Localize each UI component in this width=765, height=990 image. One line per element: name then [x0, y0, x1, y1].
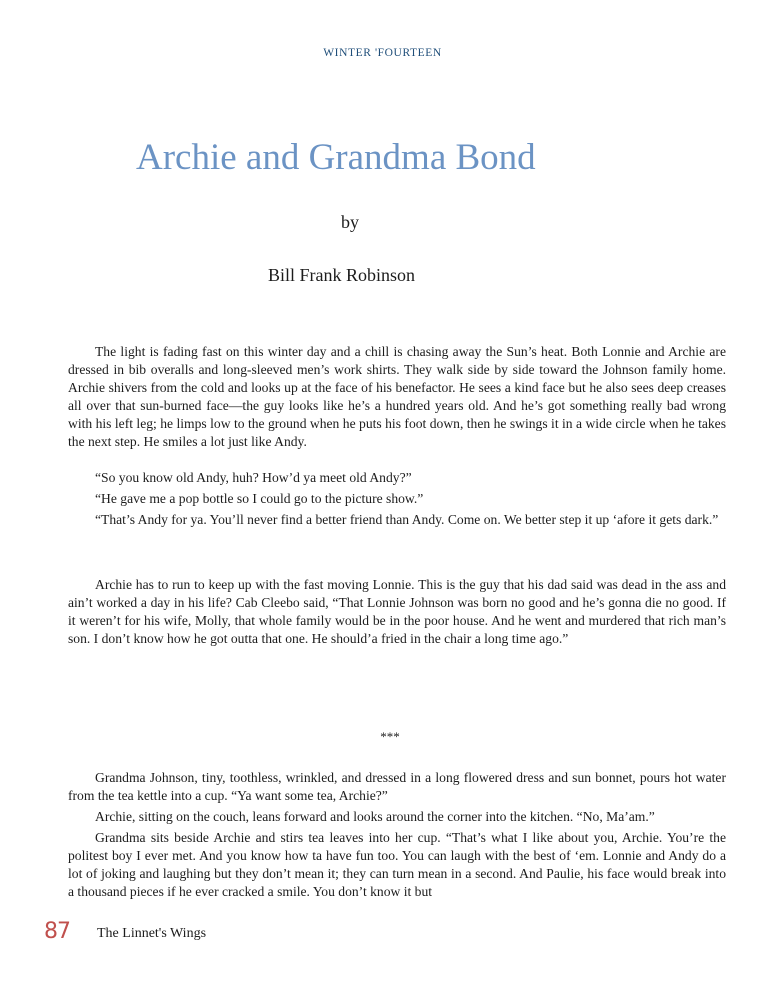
paragraph: The light is fading fast on this winter day and a chill is chasing away the Sun’s heat. Both Lonnie and Archie are dressed in bib overalls and long-sleeved men’s work shirts. They walk side by side toward the Johnson family home. Archie shivers from the cold and looks up at the face of his benefactor. He sees a kind face but he also sees deep creases all over that sun-burned face—the guy looks like he’s a hundred years old. And he’s got something really bad wrong with his left leg; he limps low to the ground when he puts his foot down, then he swings it in a wide circle when he takes the next step. He smiles a lot just like Andy.: [68, 344, 726, 449]
page-number: 87: [44, 919, 70, 944]
story-section: [68, 343, 726, 451]
story-section: [68, 769, 726, 901]
scene-separator: ***: [380, 729, 400, 744]
paragraph: “He gave me a pop bottle so I could go to the picture show.”: [95, 491, 424, 506]
paragraph: Grandma Johnson, tiny, toothless, wrinkled, and dressed in a long flowered dress and sun bonnet, pours hot water from the tea kettle into a cup. “Ya want some tea, Archie?”: [68, 770, 726, 803]
paragraph: Archie, sitting on the couch, leans forward and looks around the corner into the kitchen. “No, Ma’am.”: [95, 809, 655, 824]
author-name: Bill Frank Robinson: [268, 265, 416, 285]
paragraph: Archie has to run to keep up with the fast moving Lonnie. This is the guy that his dad said was dead in the ass and ain’t worked a day in his life? Cab Cleebo said, “That Lonnie Johnson was born no good and he’s gonna die no good. If it weren’t for his wife, Molly, that whole family would be in the poor house. And he went and murdered that rich man’s son. I don’t know how he got outta that one. He should’a fried in the chair a long time ago.”: [68, 577, 726, 646]
publication-name: The Linnet's Wings: [97, 926, 207, 941]
byline: by: [341, 212, 359, 232]
story-section: [68, 469, 726, 529]
paragraph: “So you know old Andy, huh? How’d ya meet old Andy?”: [95, 470, 412, 485]
paragraph: “That’s Andy for ya. You’ll never find a better friend than Andy. Come on. We better step it up ‘afore it gets dark.”: [95, 512, 719, 527]
story-section: [68, 576, 726, 648]
running-header: WINTER 'FOURTEEN: [323, 47, 442, 59]
paragraph: Grandma sits beside Archie and stirs tea leaves into her cup. “That’s what I like about you, Archie. You’re the politest boy I ever met. And you know how ta have fun too. You can laugh with the best of ‘em. Lonnie and Andy do a lot of joking and laughing but they don’t mean it; they can turn mean in a second. And Paulie, his face would break into a thousand pieces if he ever cracked a smile. You don’t know it but: [68, 830, 726, 899]
story-title: Archie and Grandma Bond: [136, 137, 536, 178]
